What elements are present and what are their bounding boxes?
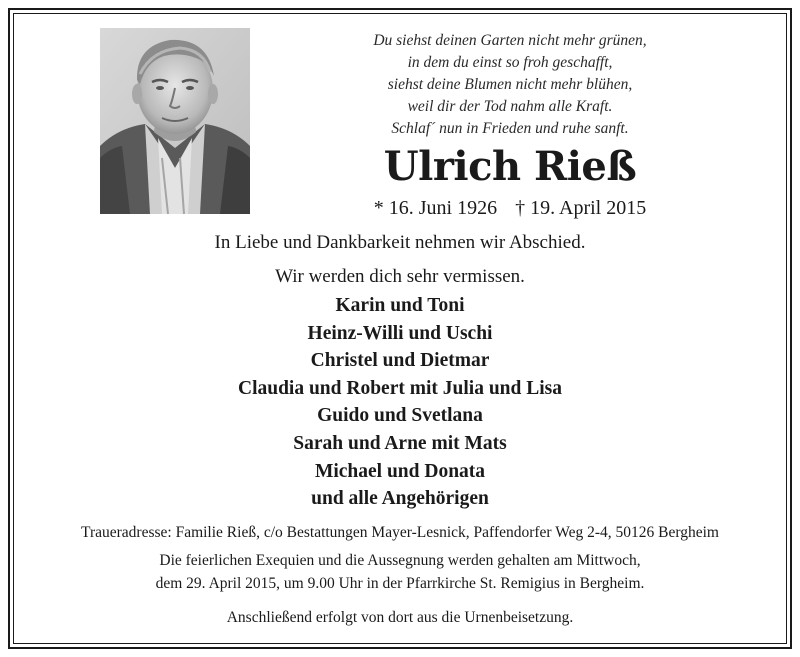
portrait-photo: [100, 28, 250, 214]
miss-text: Wir werden dich sehr vermissen.: [275, 266, 525, 287]
family-member: Sarah und Arne mit Mats: [293, 432, 507, 454]
mourning-address: Traueradresse: Familie Rieß, c/o Bestattungen Mayer-Lesnick, Paffendorfer Weg 2-4, 50126 Bergheim: [81, 524, 719, 541]
poem-line: weil dir der Tod nahm alle Kraft.: [407, 98, 613, 115]
urn-burial-text: Anschließend erfolgt von dort aus die Urnenbeisetzung.: [226, 609, 574, 626]
family-member: Heinz-Willi und Uschi: [307, 322, 493, 344]
poem-line: Schlaf´ nun in Frieden und ruhe sanft.: [391, 120, 629, 137]
poem: [290, 30, 730, 140]
poem-line: Du siehst deinen Garten nicht mehr grünen,: [373, 32, 647, 49]
family-member: Claudia und Robert mit Julia und Lisa: [237, 377, 562, 399]
death-date: † 19. April 2015: [515, 197, 647, 219]
exequies-line-1: Die feierlichen Exequien und die Aussegnung werden gehalten am Mittwoch,: [159, 552, 641, 569]
exequies-line-2: dem 29. April 2015, um 9.00 Uhr in der Pfarrkirche St. Remigius in Bergheim.: [155, 575, 645, 592]
family-member: Guido und Svetlana: [317, 405, 483, 427]
farewell-text: In Liebe und Dankbarkeit nehmen wir Abschied.: [214, 232, 586, 253]
family-member: Karin und Toni: [335, 295, 465, 316]
poem-line: siehst deine Blumen nicht mehr blühen,: [387, 76, 633, 93]
birth-date: * 16. Juni 1926: [373, 197, 498, 219]
poem-line: in dem du einst so froh geschafft,: [407, 54, 613, 71]
life-dates: [290, 194, 730, 222]
family-list: [0, 292, 800, 513]
family-member: und alle Angehörigen: [311, 488, 489, 510]
portrait-image: [100, 28, 250, 214]
family-member: Christel und Dietmar: [310, 350, 490, 372]
family-member: Michael und Donata: [314, 460, 486, 482]
deceased-name: Ulrich Rieß: [383, 143, 637, 190]
